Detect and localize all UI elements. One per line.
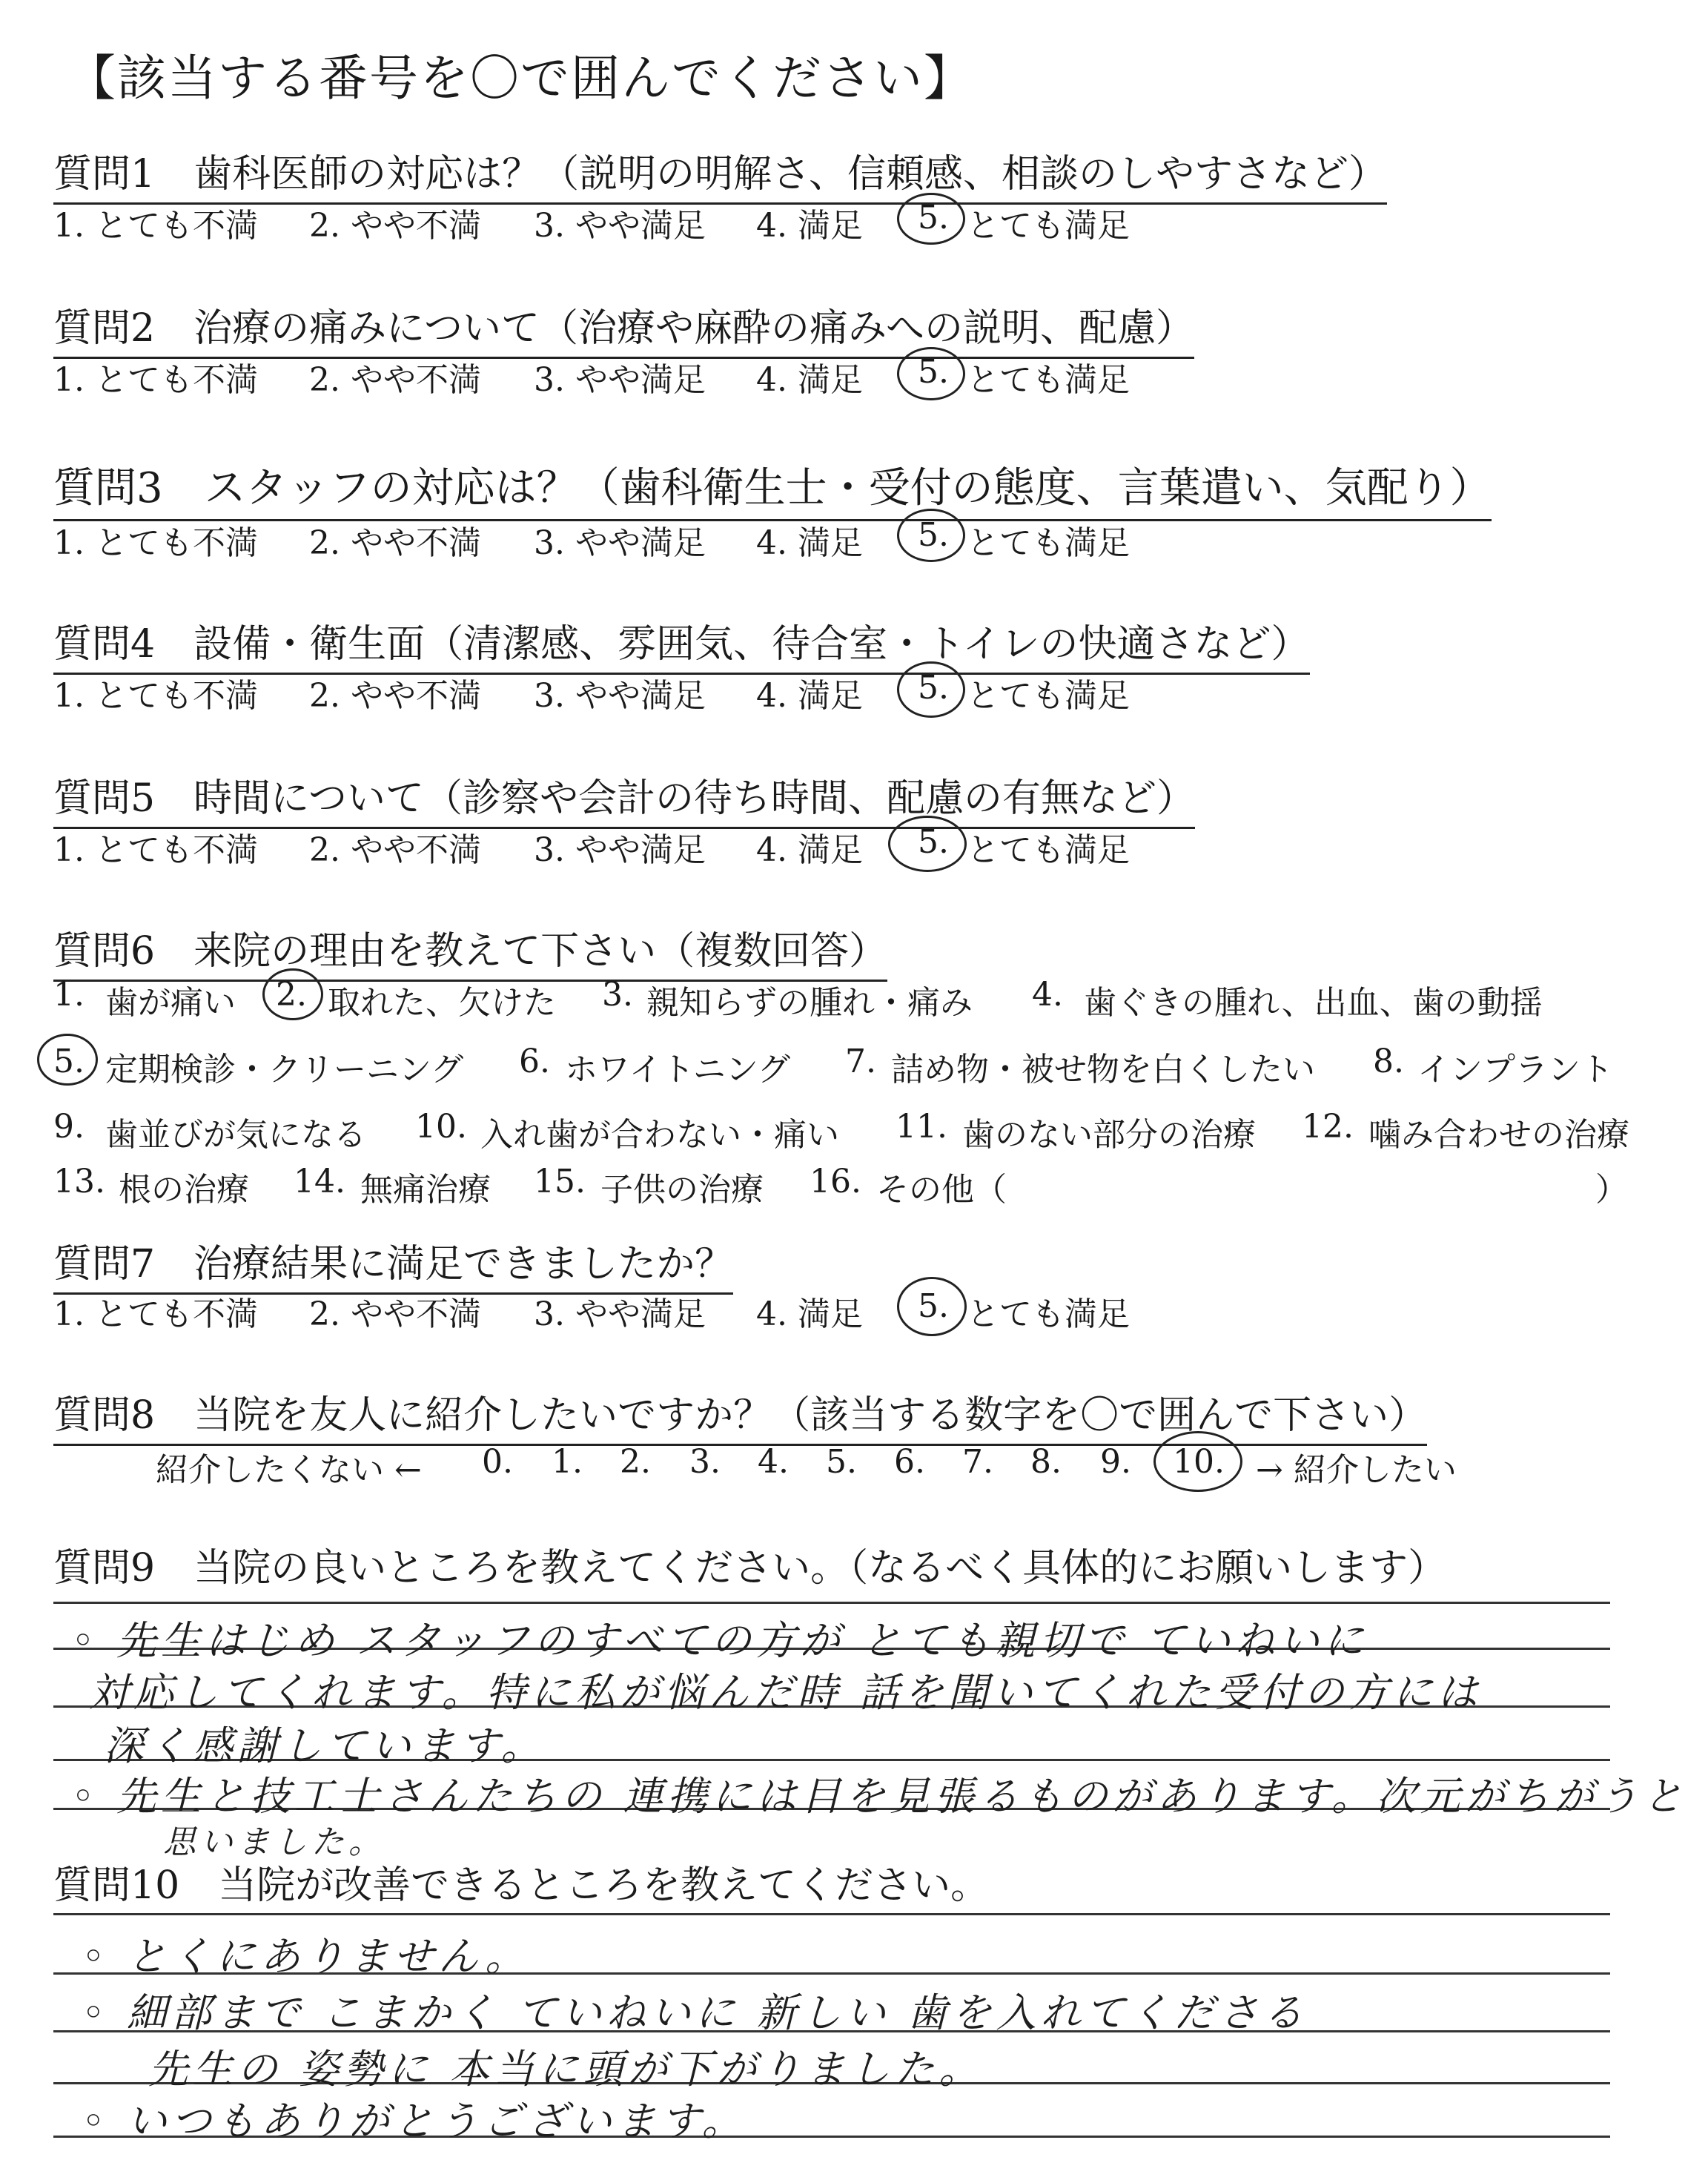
q8-num-1[interactable]: 1. <box>552 1443 583 1481</box>
q6-reason-11-num[interactable]: 11. <box>896 1108 947 1146</box>
q6-reason-14: 無痛治療 <box>360 1171 491 1209</box>
q8-num-9[interactable]: 9. <box>1100 1443 1131 1481</box>
q8-num-0[interactable]: 0. <box>482 1443 513 1481</box>
q1-options <box>53 199 1165 243</box>
q2-opt-1[interactable]: 1. とても不満 <box>53 361 258 399</box>
q2-options <box>53 353 1165 397</box>
q5-opt-5-label: とても満足 <box>967 831 1130 869</box>
q6-reason-16: その他（ <box>876 1171 1007 1209</box>
q5-opt-2[interactable]: 2. やや不満 <box>309 831 481 869</box>
q2-opt-4[interactable]: 4. 満足 <box>756 361 863 399</box>
question-10-label: 質問10 当院が改善できるところを教えてください。 <box>53 1863 990 1908</box>
q5-opt-4[interactable]: 4. 満足 <box>756 831 863 869</box>
q9-answer-line-4: ◦ 先生と技工士さんたちの 連携には目を見張るものがあります。次元がちがうと <box>71 1773 1687 1820</box>
question-7-label: 質問7 治療結果に満足できましたか？ <box>53 1232 733 1295</box>
q1-opt-4[interactable]: 4. 満足 <box>756 207 863 245</box>
q2-opt-3[interactable]: 3. やや満足 <box>534 361 706 399</box>
question-3-label: 質問3 スタッフの対応は？（歯科衛生士・受付の態度、言葉遣い、気配り） <box>53 455 1492 521</box>
q8-left-label: 紹介したくない ← <box>156 1451 422 1489</box>
question-9-label: 質問9 当院の良いところを教えてください。（なるべく具体的にお願いします） <box>53 1546 1447 1591</box>
q6-reason-13: 根の治療 <box>119 1171 249 1209</box>
q8-num-7[interactable]: 7. <box>962 1443 993 1481</box>
q6-reason-2: 取れた、欠けた <box>328 984 556 1022</box>
q4-options <box>53 669 1165 713</box>
q1-opt-2[interactable]: 2. やや不満 <box>309 207 481 245</box>
question-5-label: 質問5 時間について（診察や会計の待ち時間、配慮の有無など） <box>53 767 1195 829</box>
question-4-label: 質問4 設備・衛生面（清潔感、雰囲気、待合室・トイレの快適さなど） <box>53 612 1310 675</box>
q6-reason-4-num[interactable]: 4. <box>1032 976 1063 1014</box>
q6-reason-6: ホワイトニング <box>565 1051 791 1089</box>
q5-selected-circle <box>888 816 967 872</box>
q10-answer-line-1: ◦ とくにありません。 <box>82 1933 530 1980</box>
q3-opt-2[interactable]: 2. やや不満 <box>309 524 481 562</box>
q6-reason-7: 詰め物・被せ物を白くしたい <box>891 1051 1315 1089</box>
q3-opt-4[interactable]: 4. 満足 <box>756 524 863 562</box>
q8-selected-circle <box>1153 1431 1242 1492</box>
q9-answer-line-2: 対応してくれます。特に私が悩んだ時 話を聞いてくれた受付の方には <box>89 1669 1482 1716</box>
q4-opt-5[interactable]: 5. <box>918 669 949 707</box>
q10-answer-line-3: 先生の 姿勢に 本当に頭が下がりました。 <box>148 2046 984 2093</box>
q4-opt-5-label: とても満足 <box>967 677 1130 715</box>
q7-opt-4[interactable]: 4. 満足 <box>756 1295 863 1333</box>
q6-reason-15: 子供の治療 <box>600 1171 764 1209</box>
q6-reason-4: 歯ぐきの腫れ、出血、歯の動揺 <box>1084 984 1543 1022</box>
q6-reason-9-num[interactable]: 9. <box>53 1108 85 1146</box>
q4-opt-2[interactable]: 2. やや不満 <box>309 677 481 715</box>
q7-opt-2[interactable]: 2. やや不満 <box>309 1295 481 1333</box>
q7-selected-circle <box>897 1277 967 1336</box>
q3-opt-3[interactable]: 3. やや満足 <box>534 524 706 562</box>
q9-answer-line-3: 深く感謝しています。 <box>104 1723 546 1769</box>
question-2-label: 質問2 治療の痛みについて（治療や麻酔の痛みへの説明、配慮） <box>53 297 1194 359</box>
q9-answer-rule-1 <box>53 1602 1610 1604</box>
q6-reason-8-num[interactable]: 8. <box>1373 1043 1404 1080</box>
q8-scale <box>156 1443 1490 1495</box>
question-6-label: 質問6 来院の理由を教えて下さい（複数回答） <box>53 919 887 982</box>
q10-answer-rule-1 <box>53 1913 1610 1915</box>
q3-opt-5-label: とても満足 <box>967 524 1130 562</box>
q1-opt-3[interactable]: 3. やや満足 <box>534 207 706 245</box>
q7-opt-5-label: とても満足 <box>967 1295 1130 1333</box>
q3-opt-5[interactable]: 5. <box>918 516 949 554</box>
q6-selected-circle-5 <box>37 1034 98 1086</box>
q8-num-10[interactable]: 10. <box>1173 1443 1225 1481</box>
q9-answer-line-5: 思いました。 <box>163 1823 385 1861</box>
q2-selected-circle <box>897 347 965 400</box>
question-8-label: 質問8 当院を友人に紹介したいですか？（該当する数字を〇で囲んで下さい） <box>53 1384 1427 1446</box>
q1-opt-1[interactable]: 1. とても不満 <box>53 207 258 245</box>
q8-num-4[interactable]: 4. <box>758 1443 789 1481</box>
q10-answer-line-4: ◦ いつもありがとうございます。 <box>82 2098 747 2144</box>
q7-opt-3[interactable]: 3. やや満足 <box>534 1295 706 1333</box>
q2-opt-5[interactable]: 5. <box>918 353 949 391</box>
q7-opt-5[interactable]: 5. <box>918 1287 949 1325</box>
q6-reason-10: 入れ歯が合わない・痛い <box>480 1116 839 1154</box>
q6-reason-9: 歯並びが気になる <box>105 1116 366 1154</box>
q6-reasons <box>53 976 1669 1209</box>
q10-answer-line-2: ◦ 細部まで こまかく ていねいに 新しい 歯を入れてくださる <box>82 1989 1308 2036</box>
q5-opt-3[interactable]: 3. やや満足 <box>534 831 706 869</box>
q6-reason-3-num[interactable]: 3. <box>602 976 633 1014</box>
q6-reason-5: 定期検診・クリーニング <box>105 1051 464 1089</box>
q6-reason-1: 歯が痛い <box>105 984 236 1022</box>
q6-reason-13-num[interactable]: 13. <box>53 1163 105 1200</box>
q4-selected-circle <box>897 661 965 718</box>
question-1-label: 質問1 歯科医師の対応は？（説明の明解さ、信頼感、相談のしやすさなど） <box>53 142 1387 205</box>
q3-selected-circle <box>897 509 965 562</box>
q8-right-label: → 紹介したい <box>1256 1451 1457 1489</box>
q9-answer-line-1: ◦ 先生はじめ スタッフのすべての方が とても親切で ていねいに <box>71 1617 1368 1664</box>
q6-other-close-paren: ） <box>1595 1171 1628 1209</box>
q8-num-2[interactable]: 2. <box>620 1443 651 1481</box>
q6-reason-2-num[interactable]: 2. <box>276 976 307 1014</box>
q4-opt-1[interactable]: 1. とても不満 <box>53 677 258 715</box>
q8-num-6[interactable]: 6. <box>894 1443 925 1481</box>
q5-opt-1[interactable]: 1. とても不満 <box>53 831 258 869</box>
q7-options <box>53 1287 1165 1332</box>
q1-selected-circle <box>897 193 965 245</box>
q7-opt-1[interactable]: 1. とても不満 <box>53 1295 258 1333</box>
q2-opt-2[interactable]: 2. やや不満 <box>309 361 481 399</box>
q6-reason-12-num[interactable]: 12. <box>1302 1108 1354 1146</box>
q1-opt-5-label: とても満足 <box>967 207 1130 245</box>
q4-opt-4[interactable]: 4. 満足 <box>756 677 863 715</box>
q3-options <box>53 516 1165 561</box>
q6-reason-3: 親知らずの腫れ・痛み <box>646 984 973 1022</box>
q6-reason-7-num[interactable]: 7. <box>845 1043 876 1080</box>
q2-opt-5-label: とても満足 <box>967 361 1130 399</box>
q6-reason-16-num[interactable]: 16. <box>810 1163 861 1200</box>
q8-num-5[interactable]: 5. <box>826 1443 857 1481</box>
q4-opt-3[interactable]: 3. やや満足 <box>534 677 706 715</box>
q6-reason-11: 歯のない部分の治療 <box>962 1116 1256 1154</box>
q5-options <box>53 823 1165 868</box>
q6-reason-6-num[interactable]: 6. <box>519 1043 550 1080</box>
q6-reason-12: 噛み合わせの治療 <box>1368 1116 1629 1154</box>
q6-reason-10-num[interactable]: 10. <box>415 1108 467 1146</box>
q1-opt-5[interactable]: 5. <box>918 199 949 237</box>
q8-num-3[interactable]: 3. <box>689 1443 721 1481</box>
q3-opt-1[interactable]: 1. とても不満 <box>53 524 258 562</box>
page-title: 【該当する番号を〇で囲んでください】 <box>67 50 974 107</box>
q6-reason-1-num[interactable]: 1. <box>53 976 85 1014</box>
q6-reason-5-num[interactable]: 5. <box>53 1043 85 1080</box>
q6-selected-circle-2 <box>262 968 323 1020</box>
q6-reason-15-num[interactable]: 15. <box>534 1163 586 1200</box>
q6-reason-14-num[interactable]: 14. <box>294 1163 345 1200</box>
q5-opt-5[interactable]: 5. <box>918 823 949 861</box>
q8-num-8[interactable]: 8. <box>1030 1443 1062 1481</box>
q6-reason-8: インプラント <box>1417 1051 1613 1089</box>
